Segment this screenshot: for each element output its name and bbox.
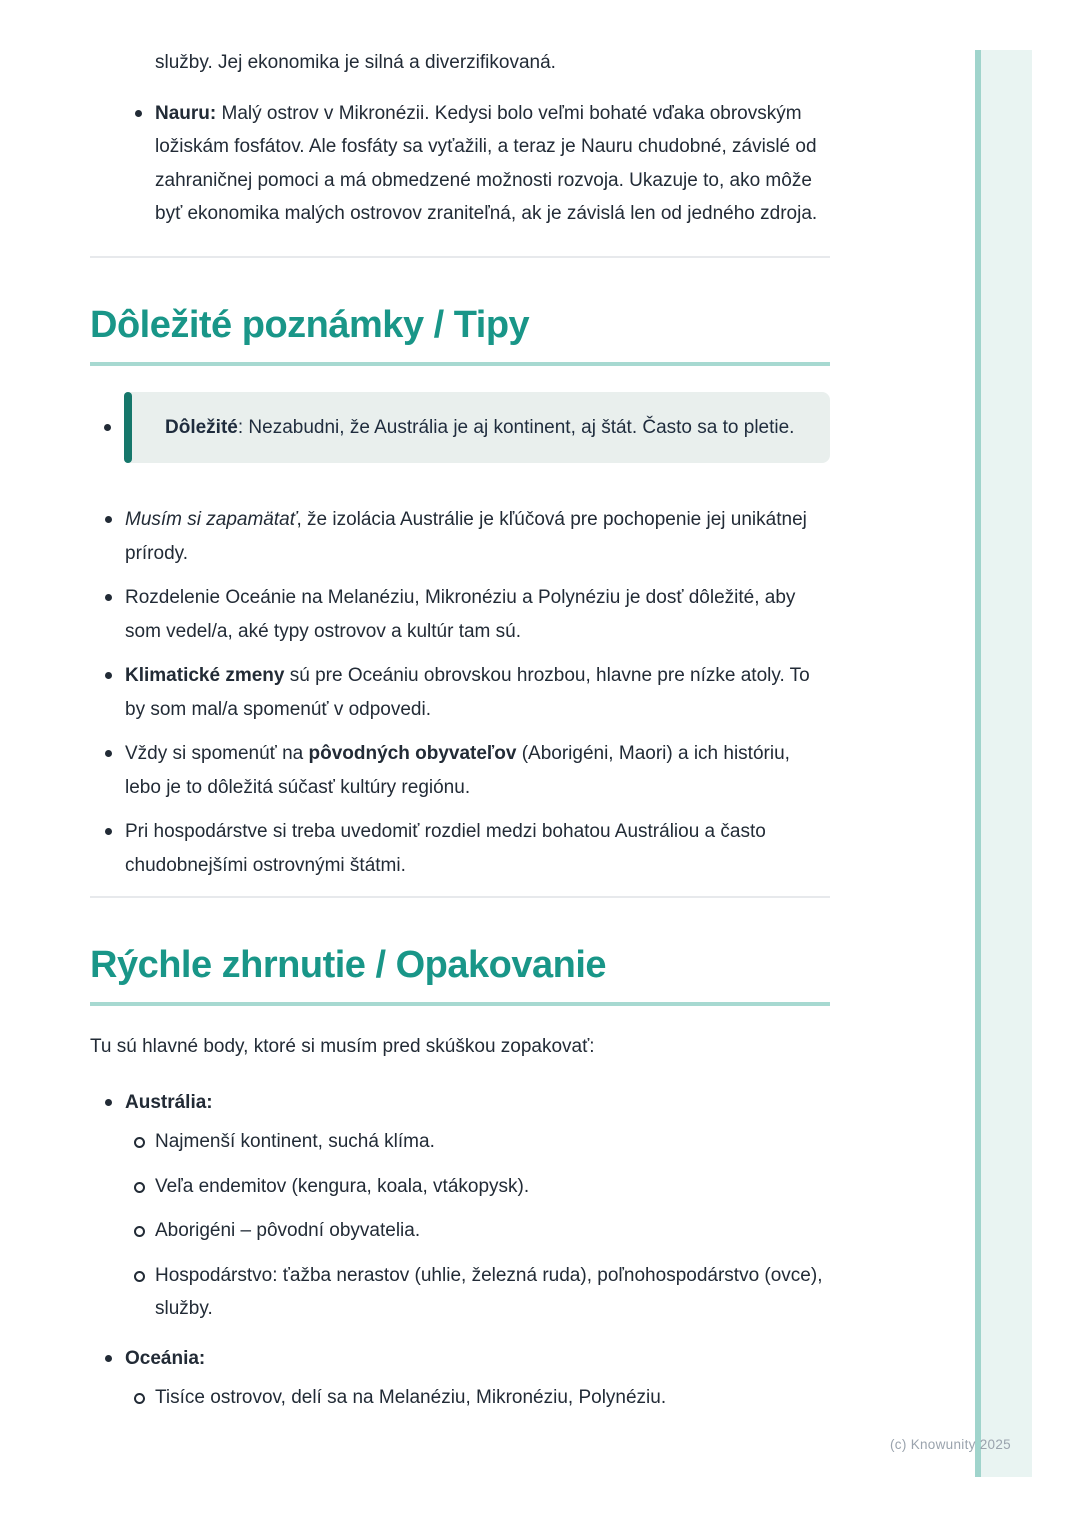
list-item: [125, 581, 830, 648]
point-text: Aborigéni – pôvodní obyvatelia.: [155, 1220, 421, 1241]
point-text: Hospodárstvo: ťažba nerastov (uhlie, železná ruda), poľnohospodárstvo (ovce), služby.: [155, 1264, 823, 1319]
tip-emphasis: pôvodných obyvateľov: [308, 743, 517, 764]
point-text: Veľa endemitov (kengura, koala, vtákopysk).: [155, 1175, 530, 1197]
list-item: [125, 815, 830, 882]
tip-emphasis: Klimatické zmeny: [125, 665, 285, 686]
list-item: [125, 737, 830, 804]
oceania-points: [155, 1381, 830, 1415]
list-item: [125, 503, 830, 570]
summary-intro: Tu sú hlavné body, ktoré si musím pred skúškou zopakovať:: [90, 1036, 595, 1057]
list-item: [125, 659, 830, 726]
country-list: [90, 97, 830, 231]
page-edge-rail: [975, 50, 1032, 1477]
section-divider: [90, 896, 830, 898]
section-title-summary: Rýchle zhrnutie / Opakovanie: [90, 944, 607, 986]
callout-text: : Nezabudni, že Austrália je aj kontinent, aj štát. Často sa to pletie.: [237, 416, 795, 438]
list-item-nauru: [155, 97, 830, 231]
callout-lead: Dôležité: [165, 416, 238, 438]
tip-text: Vždy si spomenúť na: [125, 743, 309, 764]
tips-list: [125, 503, 830, 882]
list-item: [155, 1381, 830, 1415]
list-item: [155, 1125, 830, 1159]
summary-group-australia: [125, 1086, 830, 1326]
section-title-notes: Dôležité poznámky / Tipy: [90, 303, 530, 346]
tip-emphasis: Musím si zapamätať: [125, 509, 297, 530]
australia-points: [155, 1125, 830, 1326]
tip-text: Rozdelenie Oceánie na Melanéziu, Mikronéziu a Polynéziu je dosť dôležité, aby som vedel/a, aké typy ostrovov a kultúr tam sú.: [125, 587, 796, 642]
page-content: [90, 0, 830, 1415]
paragraph-continuation: služby. Jej ekonomika je silná a diverzifikovaná.: [155, 52, 556, 73]
group-label: Austrália:: [125, 1091, 213, 1113]
nauru-text: Malý ostrov v Mikronézii. Kedysi bolo veľmi bohaté vďaka obrovským ložiskám fosfátov. Ale fosfáty sa vyťažili, a teraz je Nauru chudobné, závislé od zahraničnej pomoci a má obmedzené možnosti rozvoja. Ukazuje to, ako môže byť ekonomika malých ostrovov zraniteľná, ak je závislá len od jedného zdroja.: [155, 102, 818, 224]
tip-text: (Aborigéni, Maori) a ich históriu, lebo je to dôležitá súčasť kultúry regiónu.: [125, 743, 790, 798]
copyright-watermark: (c) Knowunity 2025: [890, 1437, 1011, 1452]
callout-list-item: [90, 392, 830, 464]
nauru-label: Nauru:: [155, 102, 217, 124]
group-label: Oceánia:: [125, 1347, 206, 1369]
section-title-underline: [90, 362, 830, 366]
summary-group-oceania: [125, 1342, 830, 1415]
tip-text: , že izolácia Austrálie je kľúčová pre pochopenie jej unikátnej prírody.: [125, 509, 807, 564]
important-callout: [124, 392, 830, 464]
list-item: [155, 1259, 830, 1326]
page-edge-rail-strip: [975, 50, 981, 1477]
tip-text: sú pre Oceániu obrovskou hrozbou, hlavne pre nízke atoly. To by som mal/a spomenúť v odpovedi.: [125, 665, 810, 720]
tip-text: Pri hospodárstve si treba uvedomiť rozdiel medzi bohatou Austráliou a často chudobnejšími ostrovnými štátmi.: [125, 821, 766, 876]
point-text: Tisíce ostrovov, delí sa na Melanéziu, Mikronéziu, Polynéziu.: [155, 1387, 667, 1408]
list-item: [155, 1214, 830, 1248]
point-text: Najmenší kontinent, suchá klíma.: [155, 1131, 435, 1152]
section-title-underline: [90, 1002, 830, 1006]
summary-list: [125, 1086, 830, 1415]
list-item: [155, 1170, 830, 1204]
section-divider: [90, 256, 830, 258]
